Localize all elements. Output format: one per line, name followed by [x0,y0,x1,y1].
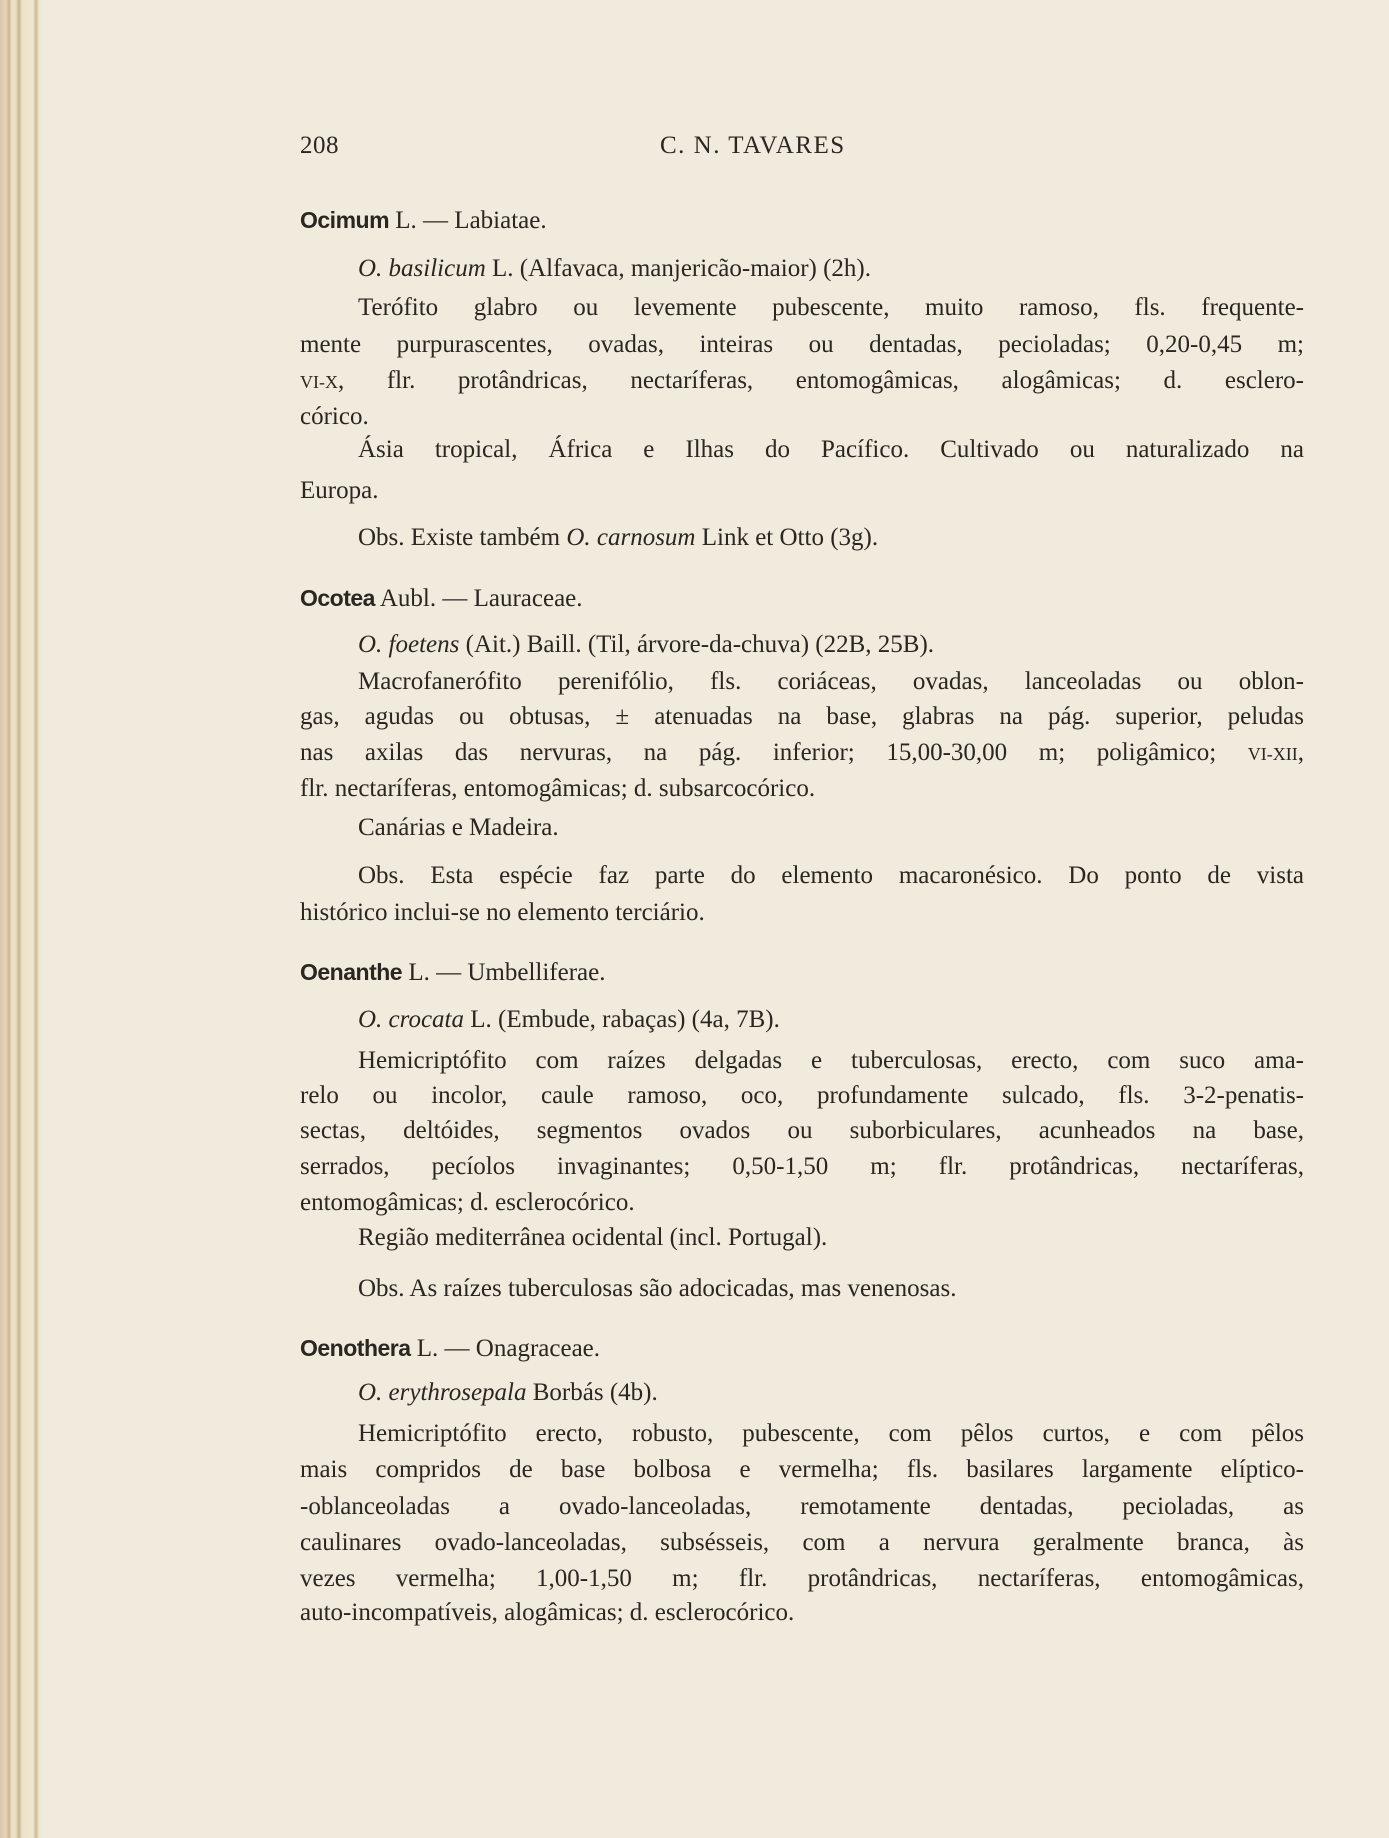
text-line [300,1489,1304,1525]
text-line [300,1561,1304,1597]
text-segment: Europa. [300,477,379,504]
text-line [300,735,1304,771]
species-line [358,1375,1304,1411]
text-line [300,363,1304,399]
text-segment: Terófito glabro ou levemente pubescente, muito ramoso, fls. frequente- [358,294,1304,321]
text-line [358,810,1304,846]
text-line [300,699,1304,735]
text-segment: Borbás (4b). [526,1379,658,1406]
genus-name: Oenothera [300,1335,411,1361]
text-segment: , flr. protândricas, nectaríferas, entomogâmicas, alogâmicas; d. esclero- [338,367,1304,394]
text-segment: L. — Umbelliferae. [402,959,606,986]
species-line [358,627,1304,663]
text-line [300,1595,1304,1631]
text-segment: VI-XII [1247,744,1298,764]
text-segment: Canárias e Madeira. [358,814,559,841]
species-name: O. erythrosepala [358,1379,527,1406]
text-segment: Aubl. — Lauraceae. [374,585,583,612]
text-segment: Obs. As raízes tuberculosas são adocicadas, mas venenosas. [358,1275,957,1302]
text-line [300,1078,1304,1114]
text-segment: Região mediterrânea ocidental (incl. Portugal). [358,1224,828,1251]
text-segment: mais compridos de base bolbosa e vermelha; fls. basilares largamente elíptico- [300,1456,1304,1483]
text-line [300,895,1304,931]
book-binding-edge [0,0,44,1838]
text-segment: entomogâmicas; d. esclerocórico. [300,1189,635,1216]
text-line [358,290,1304,326]
text-line [300,399,1304,435]
text-segment: gas, agudas ou obtusas, ± atenuadas na base, glabras na pág. superior, peludas [300,703,1304,730]
text-segment: histórico inclui-se no elemento terciário. [300,899,705,926]
text-segment: córico. [300,403,369,430]
text-line [300,473,1304,509]
text-line [300,1525,1304,1561]
text-line [300,1149,1304,1185]
page-number: 208 [300,132,339,159]
text-segment: (Ait.) Baill. (Til, árvore-da-chuva) (22B, 25B). [459,631,935,658]
species-line [358,251,1304,287]
text-line [300,1113,1304,1149]
text-line [300,1452,1304,1488]
text-line [358,1043,1304,1079]
text-segment: L. (Alfavaca, manjericão-maior) (2h). [485,255,871,282]
text-segment: sectas, deltóides, segmentos ovados ou suborbiculares, acunheados na base, [300,1117,1304,1144]
text-segment: Hemicriptófito com raízes delgadas e tuberculosas, erecto, com suco ama- [358,1047,1304,1074]
text-segment: relo ou incolor, caule ramoso, oco, profundamente sulcado, fls. 3-2-penatis- [300,1082,1304,1109]
text-segment: Macrofanerófito perenifólio, fls. coriáceas, ovadas, lanceoladas ou oblon- [358,668,1304,695]
text-segment: L. — Labiatae. [389,207,547,234]
genus-name: Oenanthe [300,959,403,985]
text-segment: nas axilas das nervuras, na pág. inferior; 15,00-30,00 m; poligâmico; [300,739,1248,766]
text-segment: vezes vermelha; 1,00-1,50 m; flr. protândricas, nectaríferas, entomogâmicas, [300,1565,1304,1592]
text-segment: Obs. Existe também [358,524,567,551]
species-name: O. basilicum [358,255,486,282]
species-name: O. carnosum [566,524,696,551]
species-line [358,1002,1304,1038]
text-line [300,1185,1304,1221]
text-segment: auto-incompatíveis, alogâmicas; d. esclerocórico. [300,1599,795,1626]
genus-line [300,580,1304,616]
text-line [300,327,1304,363]
text-line [358,1220,1304,1256]
text-line [358,1271,1304,1307]
text-segment: caulinares ovado-lanceoladas, subsésseis, com a nervura geralmente branca, às [300,1529,1304,1556]
text-segment: Link et Otto (3g). [695,524,879,551]
text-segment: Obs. Esta espécie faz parte do elemento macaronésico. Do ponto de vista [358,862,1304,889]
text-line [358,664,1304,700]
species-name: O. foetens [358,631,460,658]
text-segment: , [1297,739,1304,766]
genus-name: Ocotea [300,585,375,611]
text-segment: mente purpurascentes, ovadas, inteiras ou dentadas, pecioladas; 0,20-0,45 m; [300,331,1304,358]
text-line [358,432,1304,468]
text-line [358,858,1304,894]
genus-line [300,954,1304,990]
text-segment: Hemicriptófito erecto, robusto, pubescente, com pêlos curtos, e com pêlos [358,1420,1304,1447]
genus-line [300,202,1304,238]
text-segment: VI-X [300,372,338,392]
text-line [358,520,1304,556]
text-segment: flr. nectaríferas, entomogâmicas; d. subsarcocórico. [300,775,816,802]
genus-line [300,1330,1304,1366]
genus-name: Ocimum [300,207,390,233]
text-line [300,771,1304,807]
text-segment: L. — Onagraceae. [410,1335,601,1362]
text-segment: Ásia tropical, África e Ilhas do Pacífico. Cultivado ou naturalizado na [358,436,1304,463]
text-segment: serrados, pecíolos invaginantes; 0,50-1,50 m; flr. protândricas, nectaríferas, [300,1153,1304,1180]
text-line [358,1416,1304,1452]
species-name: O. crocata [358,1006,464,1033]
running-head: C. N. TAVARES [660,132,846,159]
text-segment: -oblanceoladas a ovado-lanceoladas, remotamente dentadas, pecioladas, as [300,1493,1304,1520]
text-segment: L. (Embude, rabaças) (4a, 7B). [464,1006,780,1033]
